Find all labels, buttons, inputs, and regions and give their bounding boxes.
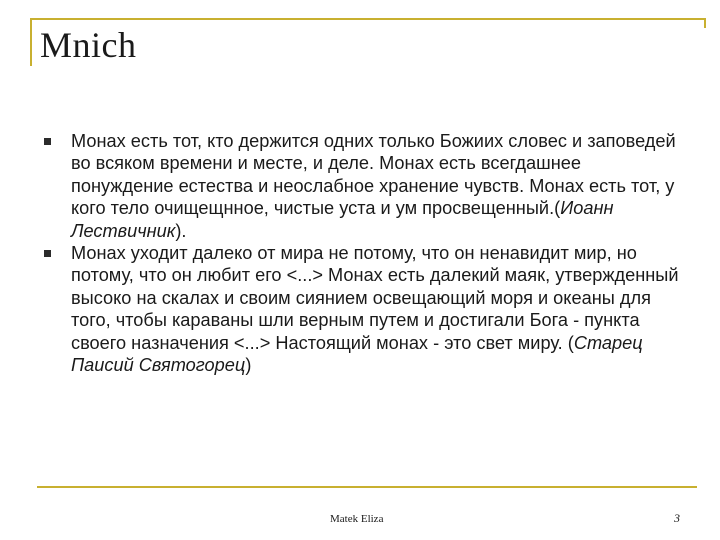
quote-source: Старец Паисий Святогорец [71,332,643,376]
bullet-item [44,130,684,242]
title-right-rule [704,18,706,28]
title-top-rule [30,18,706,20]
footer-author: Matek Eliza [330,513,384,525]
square-bullet-icon [44,138,51,145]
bullet-list [44,130,684,376]
square-bullet-icon [44,250,51,257]
quote-suffix: ) [245,355,252,376]
title-left-rule [30,18,32,66]
footer-rule [37,486,697,488]
bullet-text [71,131,676,241]
quote-source: Иоанн Лествичник [71,198,614,241]
quote-suffix: ). [175,220,187,241]
quote-text: Монах уходит далеко от мира не потому, что он ненавидит мир, но потому, что он любит его <...> Монах есть далекий маяк, утвержденный высоко на скалах и своим сиянием освещающий моря и океаны для того, чтобы караваны шли верным путем и достигали Бога - пункта своего назначения <...> Настоящий монах - это свет миру. ( [71,243,679,353]
bullet-text [71,243,679,375]
slide-title: Mnich [40,25,137,65]
page-number: 3 [674,511,680,525]
bullet-item [44,242,684,376]
quote-text: Монах есть тот, кто держится одних только Божиих словес и заповедей во всяком времени и месте, и деле. Монах есть всегдашнее понуждение естества и неослабное хранение чувств. Монах есть тот, у кого тело очищещнное, чистые уста и ум просвещенный.( [71,131,676,219]
